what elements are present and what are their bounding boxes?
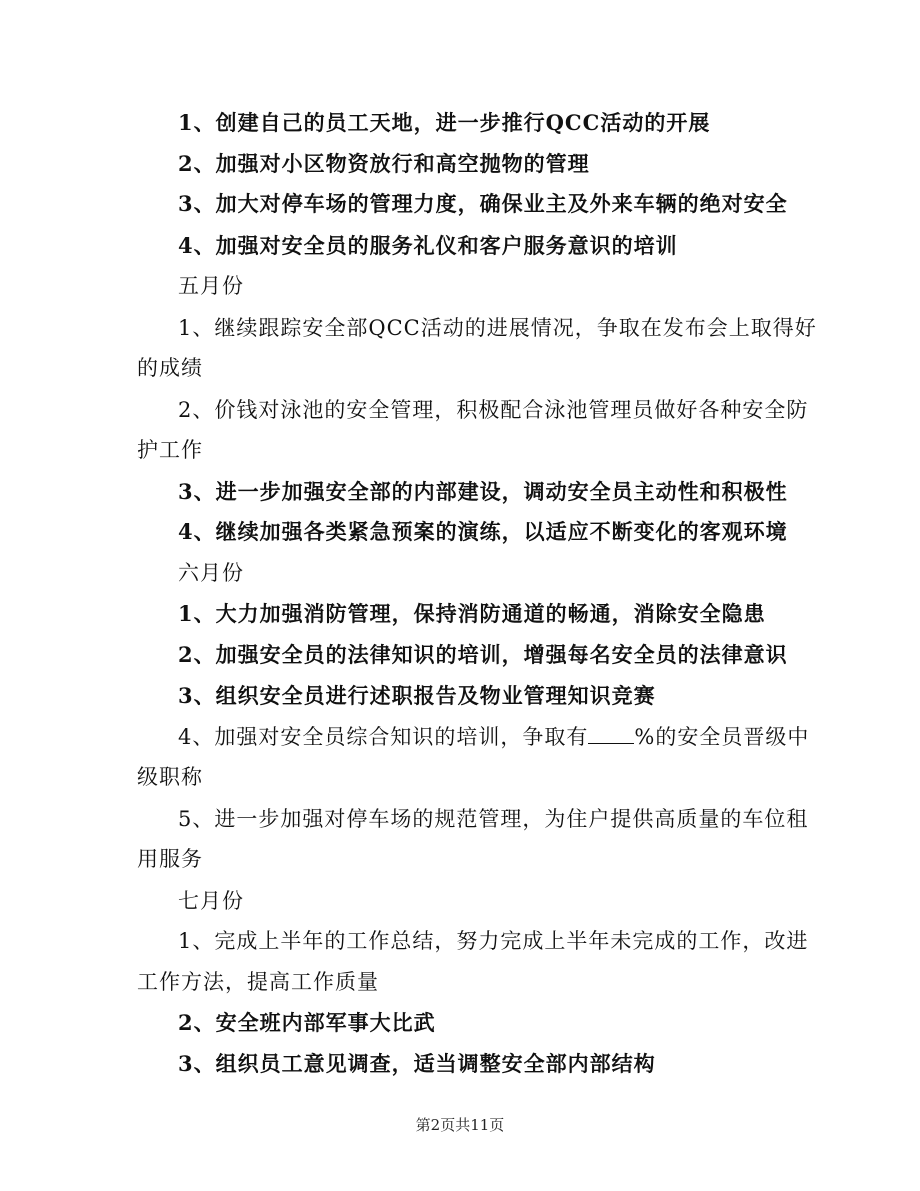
- item-line: 2、加强对小区物资放行和高空抛物的管理: [178, 151, 590, 176]
- section-heading-may: 五月份: [178, 274, 244, 298]
- item-line: 2、安全班内部军事大比武: [178, 1010, 436, 1035]
- item-line-continuation: 级职称: [137, 765, 203, 789]
- item-line: 4、加强对安全员的服务礼仪和客户服务意识的培训: [178, 233, 678, 258]
- item-line: 2、价钱对泳池的安全管理，积极配合泳池管理员做好各种安全防: [178, 398, 809, 422]
- item-line: 4、继续加强各类紧急预案的演练，以适应不断变化的客观环境: [178, 519, 788, 544]
- fill-blank: [588, 725, 634, 744]
- item-line: 5、进一步加强对停车场的规范管理，为住户提供高质量的车位租: [178, 807, 809, 831]
- item-line-continuation: 护工作: [137, 438, 203, 462]
- item-line-with-blank: [0, 722, 920, 752]
- section-heading-june: 六月份: [178, 561, 244, 585]
- item-line: 3、进一步加强安全部的内部建设，调动安全员主动性和积极性: [178, 479, 788, 504]
- item-line-continuation: 工作方法，提高工作质量: [137, 970, 379, 994]
- item-line: 1、大力加强消防管理，保持消防通道的畅通，消除安全隐患: [178, 601, 766, 626]
- item-line: 3、加大对停车场的管理力度，确保业主及外来车辆的绝对安全: [178, 191, 788, 216]
- item-line: 3、组织员工意见调查，适当调整安全部内部结构: [178, 1051, 656, 1076]
- page-footer: 第2页共11页: [415, 1116, 505, 1134]
- item-line: 2、加强安全员的法律知识的培训，增强每名安全员的法律意识: [178, 642, 788, 667]
- item-line: 1、完成上半年的工作总结，努力完成上半年未完成的工作，改进: [178, 929, 809, 953]
- section-heading-july: 七月份: [178, 889, 244, 913]
- item-line: 1、创建自己的员工天地，进一步推行QCC活动的开展: [178, 110, 711, 135]
- item-text-before-blank: 4、加强对安全员综合知识的培训，争取有: [178, 725, 589, 749]
- item-line-continuation: 的成绩: [137, 356, 203, 380]
- item-line: 3、组织安全员进行述职报告及物业管理知识竞赛: [178, 683, 656, 708]
- item-line-continuation: 用服务: [137, 847, 203, 871]
- item-line: 1、继续跟踪安全部QCC活动的进展情况，争取在发布会上取得好: [178, 316, 817, 340]
- item-text-after-blank: %的安全员晋级中: [634, 725, 810, 749]
